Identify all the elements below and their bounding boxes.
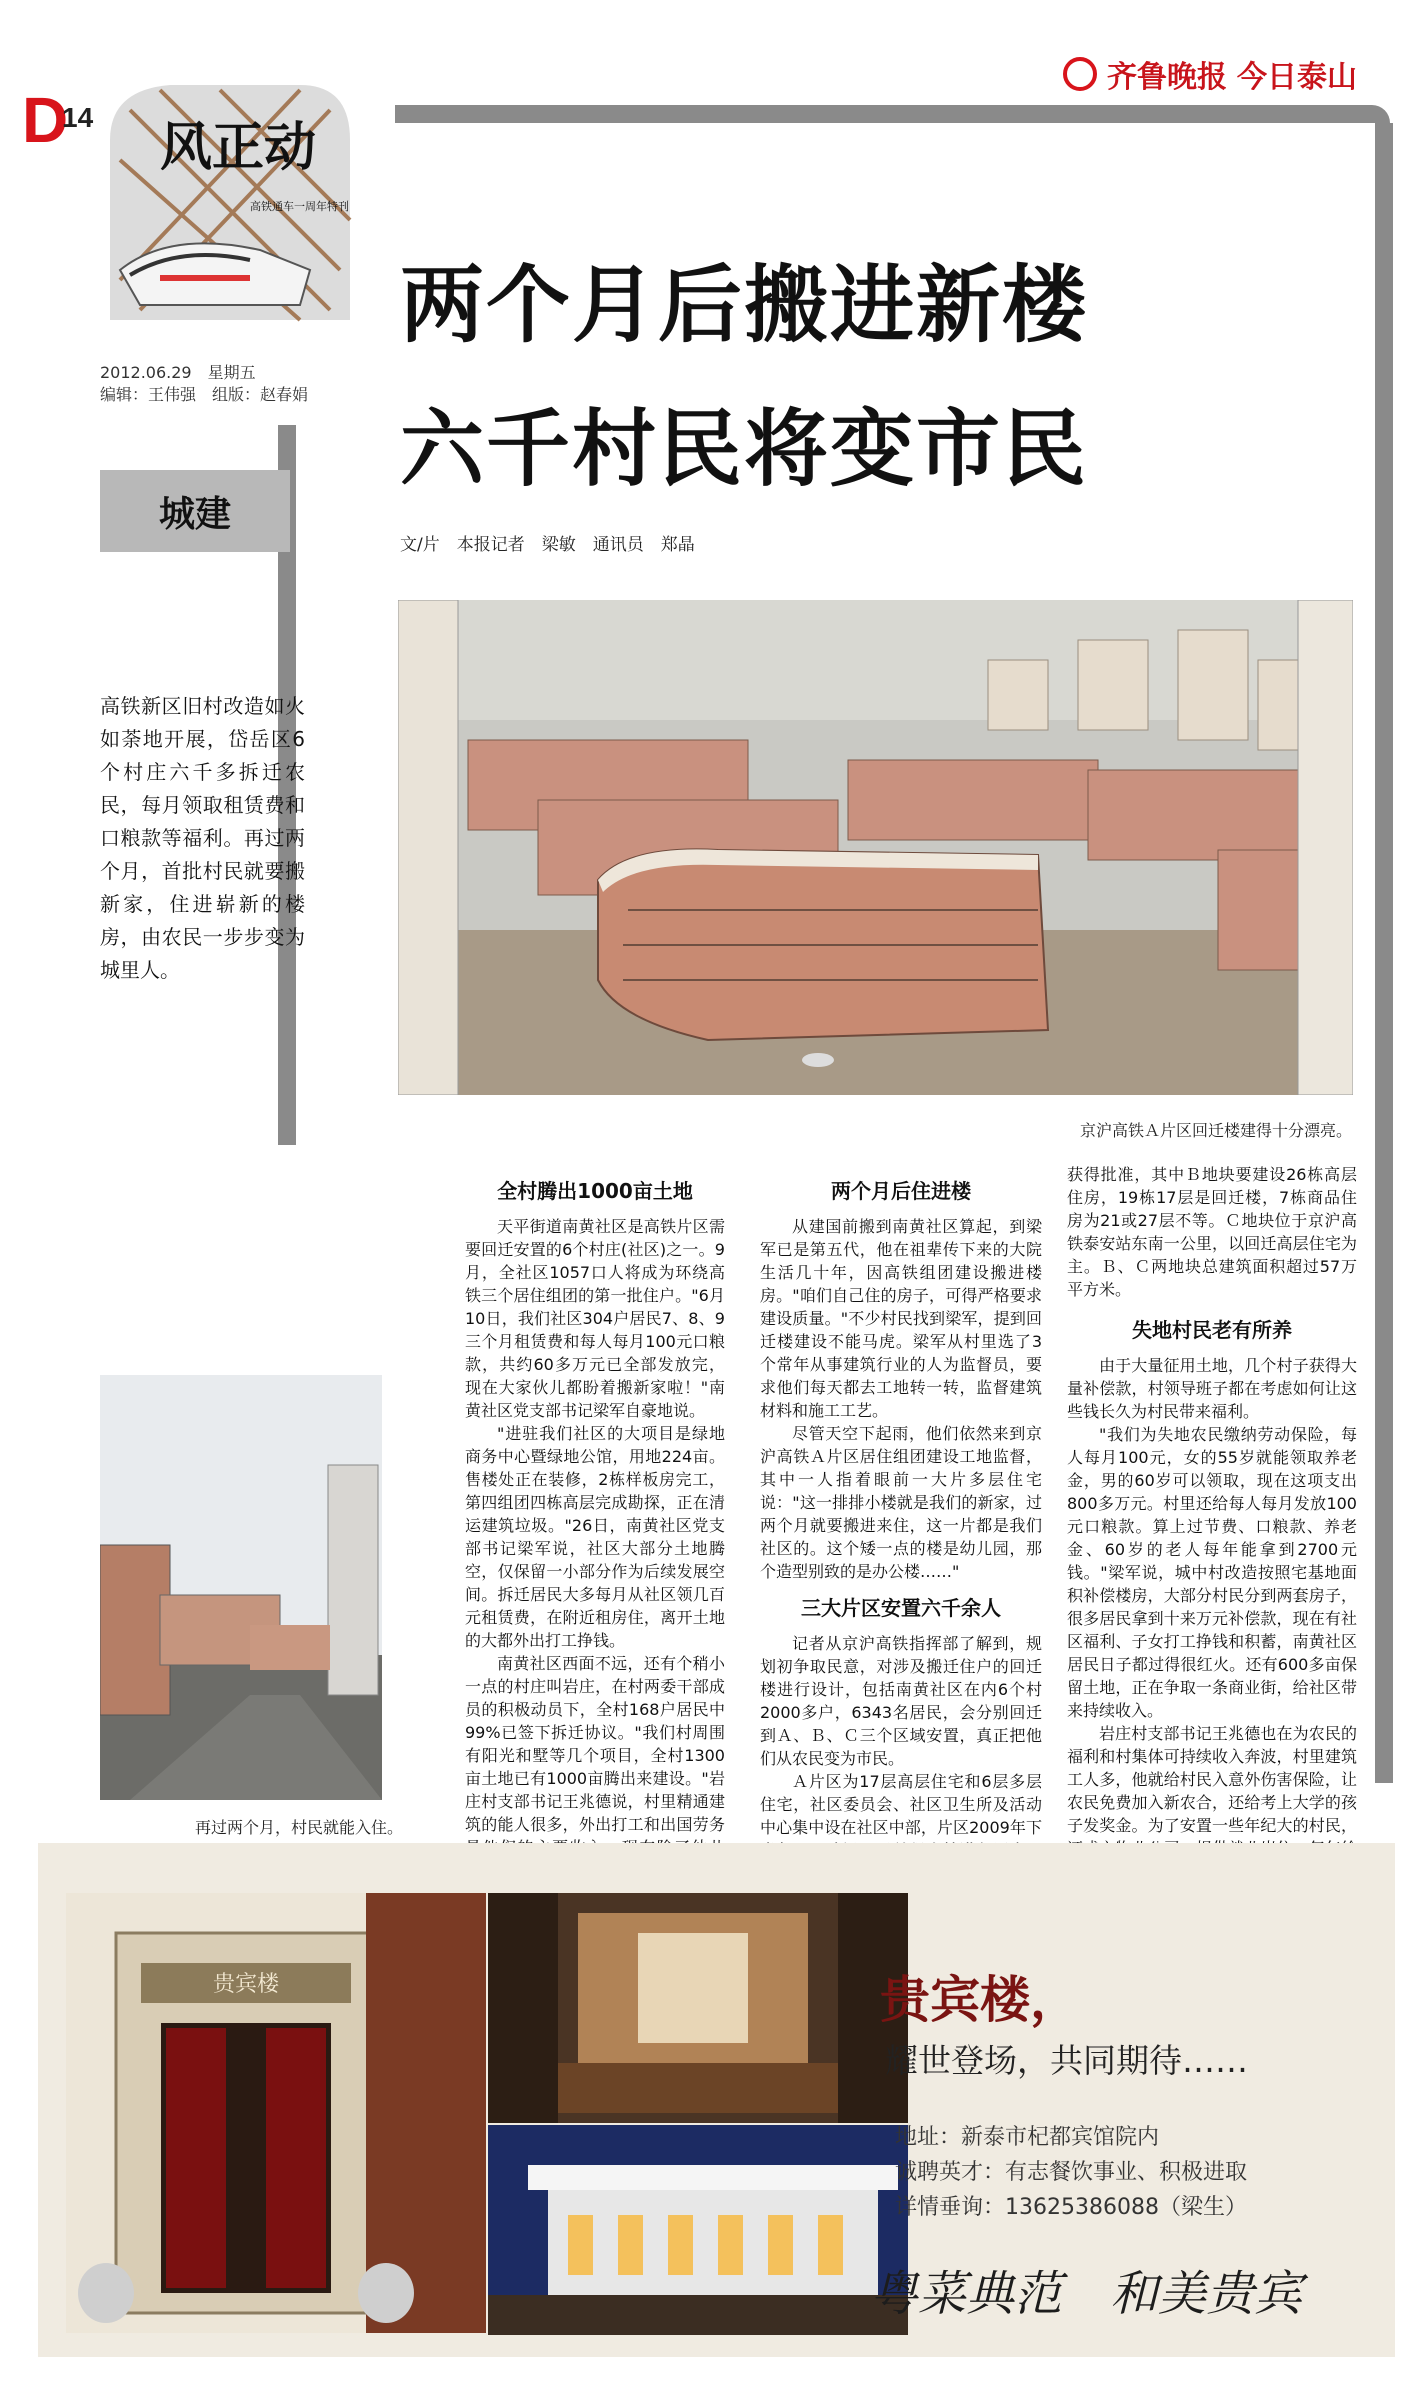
intro-paragraph: 高铁新区旧村改造如火如荼地开展，岱岳区6个村庄六千多拆迁农民，每月领取租赁费和口粮款等福利。再过两个月，首批村民就要搬新家，住进崭新的楼房，由农民一步步变为城里人。 <box>100 694 305 982</box>
col2-heading-2: 三大片区安置六千余人 <box>801 1596 1001 1620</box>
frame-bar-right <box>1375 123 1393 1783</box>
page-number: 14 <box>62 102 94 133</box>
ad-subtitle: 耀世登场，共同期待…… <box>885 2041 1248 2080</box>
article-column-3 <box>1067 1163 1357 1883</box>
logo-title-text: 风正动 <box>160 117 317 178</box>
main-photo-caption: 京沪高铁Ａ片区回迁楼建得十分漂亮。 <box>1080 1121 1353 1140</box>
col2-paragraph: Ａ片区为17层高层住宅和6层多层住宅，社区委员会、社区卫生所及活动中心集中设在社区中部，片区2009年下 <box>760 1772 1042 1837</box>
col1-paragraph: 天平街道南黄社区是高铁片区需要回迁安置的6个村庄(社区)之一。9月，全社区1057口人将成为环绕高铁三个居住组团的第一批住户。"6月10日，我们社区304户居民7、8、9三个月租赁费和每人每月100元口粮款，共约60多万元已全部发放完，现在大家伙儿都盼着搬新家啦！"南黄社区党支部书记梁军自豪地说。 <box>465 1217 725 1420</box>
col2-paragraph: 尽管天空下起雨，他们依然来到京沪高铁Ａ片区居住组团建设工地监督，其中一人指着眼前一大片多层住宅说："这一排排小楼就是我们的新家，过两个月就要搬进来住，这一片都是我们社区的。这个矮一点的楼是幼儿园，那个造型别致的是办公楼……" <box>760 1424 1042 1581</box>
col3-paragraph: 岩庄村支部书记王兆德也在为农民的福利和村集体可持续收入奔波，村里建筑工人多，他就给村民入意外伤害保险，让农民免费加入新农合，还给考上大学的孩子发奖金。为了安置一些年纪大的村民， <box>1067 1724 1357 1835</box>
ad-gate-sign: 贵宾楼 <box>212 1972 280 1997</box>
article-column-1 <box>465 1180 725 1928</box>
col3-paragraph: "我们为失地农民缴纳劳动保险，每人每月100元，女的55岁就能领取养老金，男的60岁可以领取，现在这项支出800多万元。村里还给每人每月发放100元口粮款。算上过节费、口粮款、养老金、60岁的老人每年能拿到2700元钱。"梁军说，城中村改造按照宅基地面积补偿楼房，大部分村民分到两套房子，很多居民拿到十来万元补偿款，现在有社区福利、子女打工挣钱和积蓄，南黄社区居民日子都过得很红火。还有600多亩保留土地，正在争取一条商业街，给社区带来持续收入。 <box>1067 1425 1357 1720</box>
ad-phone: 详情垂询：13625386088（梁生） <box>895 2195 1247 2220</box>
issue-date: 2012.06.29 星期五 <box>100 363 256 382</box>
small-photo-caption: 再过两个月，村民就能入住。 <box>195 1818 404 1837</box>
col2-paragraph: 记者从京沪高铁指挥部了解到，规划初争取民意，对涉及搬迁住户的回迁楼进行设计，包括南黄社区在内6个村2000多户，6343名居民，会分别回迁到Ａ、Ｂ、Ｃ三个区域安置，真正把他们从农民变为市民。 <box>760 1634 1042 1768</box>
col2-paragraph: 从建国前搬到南黄社区算起，到梁军已是第五代，他在祖辈传下来的大院生活几十年，因高铁组团建设搬进楼房。"咱们自己住的房子，可得严格要求建设质量。"不少村民找到梁军，提到回迁楼建设不能马虎。梁军从村里选了3个常年从事建筑行业的人为监督员，要求他们每天都去工地转一转，监督建筑材料和施工工艺。 <box>760 1217 1042 1420</box>
section-tag: 城建 <box>100 470 290 552</box>
headline-line-1: 两个月后搬进新楼 <box>400 256 1089 354</box>
ad-slogan: 粤菜典范 和美贵宾 <box>870 2266 1303 2322</box>
small-photo-buildings <box>100 1375 382 1800</box>
col3-paragraph: 由于大量征用土地，几个村子获得大量补偿款，村领导班子都在考虑如何让这些钱长久为村民带来福利。 <box>1067 1356 1357 1421</box>
ad-interior-image <box>488 1893 908 2123</box>
headline-line-2: 六千村民将变市民 <box>400 400 1089 498</box>
editor-credit: 编辑：王伟强 组版：赵春娟 <box>100 385 309 404</box>
col1-paragraph: 南黄社区西面不远，还有个稍小一点的村庄叫岩庄，在村两委干部成员的积极动员下，全村168户居民中99%已签下拆迁协议。"我们村周围有阳光和墅等几个项目，全村1300亩土地已有1000亩腾出来建设。"岩庄村支部书记王兆德说，村里精通建筑的能人很多，外出打工和出国劳务 <box>465 1654 725 1834</box>
col3-heading: 失地村民老有所养 <box>1132 1318 1292 1342</box>
ad-gate-image <box>66 1893 486 2333</box>
ad-recruit: 诚聘英才：有志餐饮事业、积极进取 <box>895 2160 1248 2185</box>
col1-heading: 全村腾出1000亩土地 <box>497 1179 693 1203</box>
page-letter: D <box>22 84 69 156</box>
logo-subtitle-text: 高铁通车一周年特刊 <box>250 200 349 213</box>
ad-address: 地址：新泰市杞都宾馆院内 <box>895 2125 1160 2150</box>
masthead-logo-icon <box>1063 57 1097 91</box>
ad-night-building-image <box>488 2125 908 2335</box>
byline: 文/片 本报记者 梁敏 通讯员 郑晶 <box>400 535 695 555</box>
col1-paragraph: "进驻我们社区的大项目是绿地商务中心暨绿地公馆，用地224亩。售楼处正在装修，2栋样板房完工，第四组团四栋高层完成勘探，正在清运建筑垃圾。"26日，南黄社区党支部书记梁军说，社区大部分土地腾空，仅保留一小部分作为后续发展空间。拆迁居民大多每月从社区领几百元租赁费，在附近租房住，离开土地的大都外出打工挣钱。 <box>465 1424 725 1650</box>
column-logo <box>100 70 360 340</box>
main-photo-apartments <box>398 600 1353 1095</box>
masthead-edition: 今日泰山 <box>1237 60 1357 95</box>
col2-heading: 两个月后住进楼 <box>831 1179 971 1203</box>
frame-bar-top <box>395 105 1390 123</box>
masthead-brand: 齐鲁晚报 <box>1107 60 1227 95</box>
col3-paragraph: 获得批准，其中Ｂ地块要建设26栋高层住房，19栋17层是回迁楼，7栋商品住房为21或27层不等。Ｃ地块位于京沪高铁泰安站东南一公里，以回迁高层住宅为主。Ｂ、Ｃ两地块总建筑面积超过57万平方米。 <box>1067 1165 1357 1299</box>
ad-title: 贵宾楼， <box>880 1970 1080 2029</box>
article-column-2 <box>760 1180 1042 1908</box>
masthead <box>1063 52 1357 96</box>
